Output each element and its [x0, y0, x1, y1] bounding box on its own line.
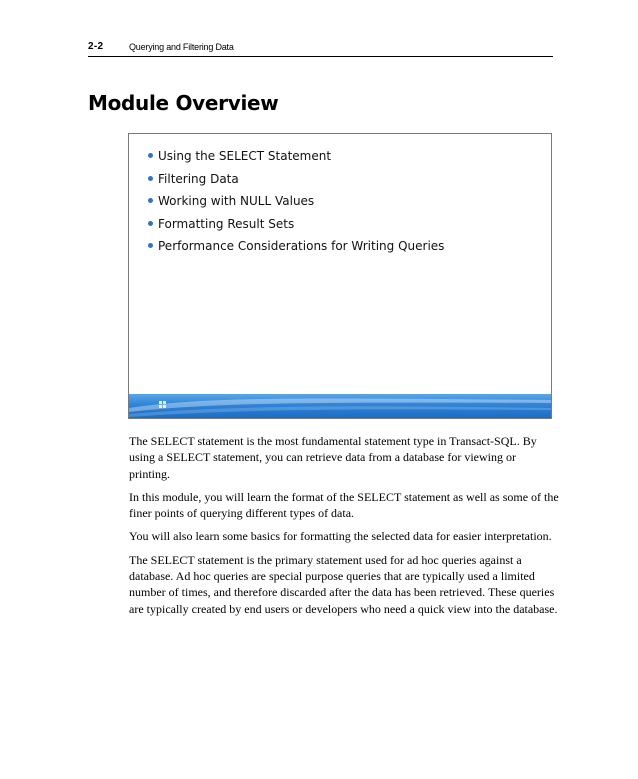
- slide-bullet-item: [148, 190, 444, 213]
- bullet-icon: [148, 243, 153, 248]
- bullet-icon: [148, 176, 153, 181]
- bullet-icon: [148, 153, 153, 158]
- slide-bullet-list: [148, 145, 444, 258]
- page-number: 2-2: [88, 41, 104, 52]
- paragraph: In this module, you will learn the format of the SELECT statement as well as some of the finer points of querying different types of data.: [129, 489, 559, 521]
- slide-bullet-text: Filtering Data: [158, 171, 239, 186]
- bullet-icon: [148, 221, 153, 226]
- module-title: Module Overview: [88, 91, 279, 115]
- paragraph: The SELECT statement is the most fundamental statement type in Transact-SQL. By using a SELECT statement, you can retrieve data from a database for viewing or printing.: [129, 434, 537, 481]
- slide-image: [128, 133, 552, 419]
- paragraph: The SELECT statement is the primary statement used for ad hoc queries against a database. Ad hoc queries are special purpose queries that are typically used a limited number of times, and therefore discarded after the data has been retrieved. These queries are typically created by end users or developers who need a quick view into the database.: [129, 552, 558, 616]
- slide-bullet-item: [148, 213, 444, 236]
- slide-footer-band: [129, 394, 551, 418]
- swoosh-decoration: [129, 394, 551, 418]
- slide-bullet-item: [148, 168, 444, 191]
- slide-bullet-item: [148, 235, 444, 258]
- page-header: [88, 40, 553, 57]
- slide-bullet-text: Using the SELECT Statement: [158, 149, 332, 163]
- slide-bullet-text: Performance Considerations for Writing Queries: [158, 239, 445, 253]
- slide-bullet-text: Working with NULL Values: [158, 194, 315, 208]
- bullet-icon: [148, 198, 153, 203]
- running-title: Querying and Filtering Data: [129, 42, 234, 52]
- body-text: [129, 433, 559, 624]
- paragraph: You will also learn some basics for formatting the selected data for easier interpretation.: [129, 529, 552, 544]
- slide-bullet-item: [148, 145, 444, 168]
- slide-bullet-text: Formatting Result Sets: [158, 216, 295, 231]
